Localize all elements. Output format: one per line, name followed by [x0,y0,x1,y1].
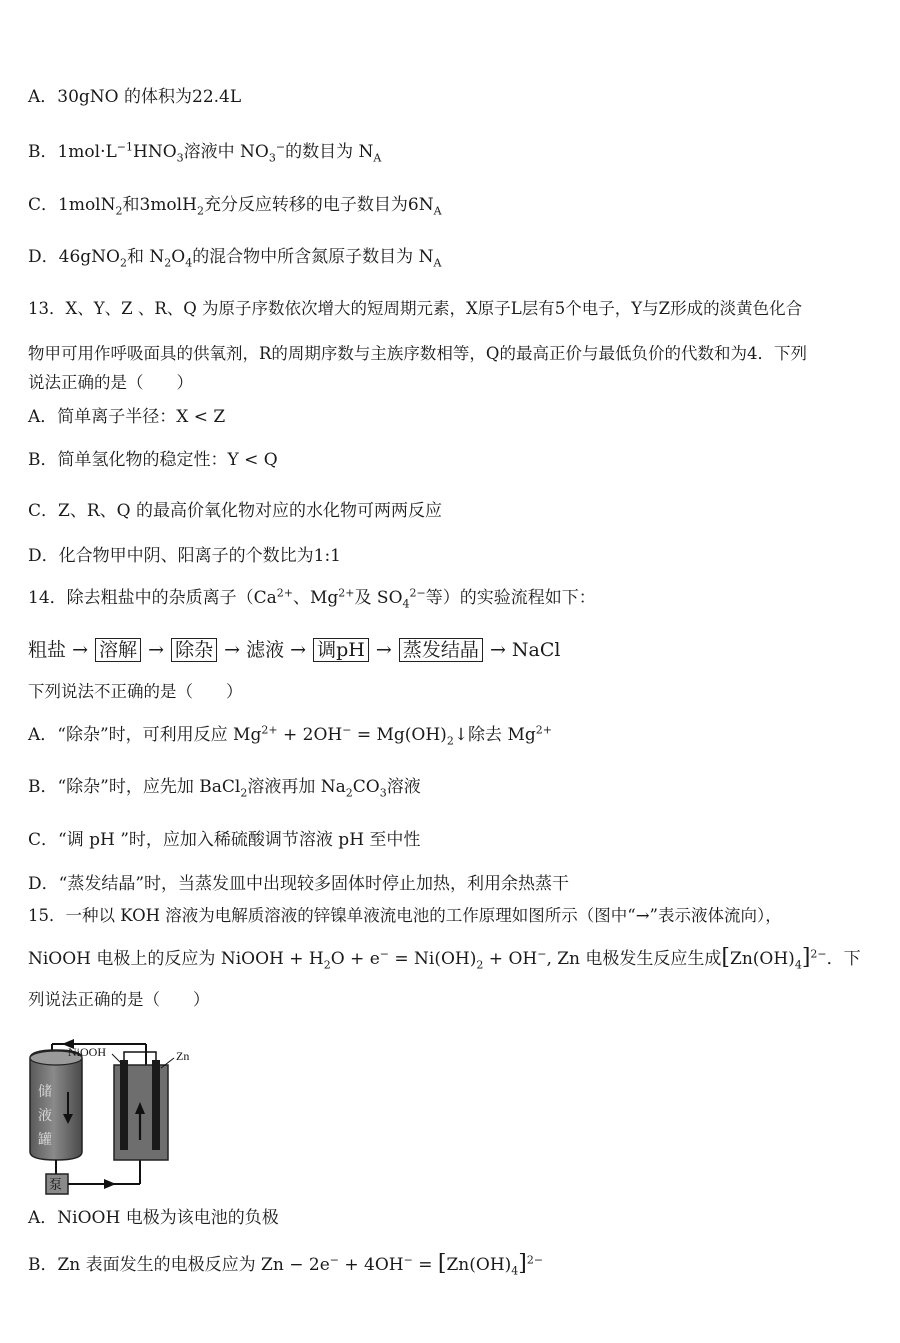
q13-stem-line1: 13．X、Y、Z 、R、Q 为原子序数依次增大的短周期元素，X原子L层有5个电子，Y与Z形成的淡黄色化合 [28,299,803,318]
q14-option-a: A．“除杂”时，可利用反应 $Mg^{2+} + 2OH^-$ = $Mg(OH)_2↓$除去 $Mg^{2+}$ [28,723,552,748]
q13-option-a: A．简单离子半径：X < Z [28,407,226,427]
flow-arrow: → [375,639,392,661]
flow-arrow: → [489,639,506,661]
label-zn: Zn [176,1049,190,1063]
flow-filtrate: 滤液 [246,639,285,661]
q13-stem-line2: 物甲可用作呼吸面具的供氧剂，R的周期序数与主族序数相等，Q的最高正价与最低负价的代数和为4．下列 [28,344,807,363]
flow-arrow: → [290,639,307,661]
q14-stem: 14．除去粗盐中的杂质离子（$Ca^{2+}$、$Mg^{2+}$及 $SO_4^{2-}$等）的实验流程如下： [28,586,596,611]
flow-step-remove-impurities: 除杂 [171,638,217,662]
pump-label: 泵 [49,1178,63,1193]
q15-stem-line1: 15．一种以 KOH 溶液为电解质溶液的锌镍单液流电池的工作原理如图所示（图中“→”表示液体流向）， [28,906,782,925]
q12-option-a: A．30gNO 的体积为22.4L [28,87,242,107]
q13-option-c: C．Z、R、Q 的最高价氧化物对应的水化物可两两反应 [28,501,442,521]
q15-stem-line3: 列说法正确的是（ ） [28,990,210,1009]
flow-step-evaporate: 蒸发结晶 [399,638,483,662]
q15-option-b: B．Zn 表面发生的电极反应为 $Zn - 2e^- + 4OH^- = [Zn(OH)_4]^{2-}$ [28,1251,544,1278]
tank-label-2: 液 [38,1108,52,1124]
flow-step-adjust-ph: 调pH [313,638,369,662]
q14-option-d: D．“蒸发结晶”时，当蒸发皿中出现较多固体时停止加热，利用余热蒸干 [28,874,570,894]
zn-electrode [152,1060,160,1150]
q15-stem-line2: NiOOH 电极上的反应为 NiOOH + $H_2O + e^- = Ni(OH)_2 + OH^-$, Zn 电极发生反应生成$[Zn(OH)_4]^{2-}$．下 [28,945,861,972]
q14-option-c: C．“调 pH ”时，应加入稀硫酸调节溶液 pH 至中性 [28,830,421,850]
flow-end: NaCl [511,639,561,661]
pump [46,1174,68,1194]
q12-option-c: C．1molN$_2$和3molH$_2$充分反应转移的电子数目为$6N_A$ [28,195,442,218]
label-nioh: NiOOH [68,1045,106,1059]
q13-option-d: D．化合物甲中阴、阳离子的个数比为1:1 [28,546,341,566]
q15-option-a: A．NiOOH 电极为该电池的负极 [28,1208,279,1228]
q12-option-d: D．46gNO$_2$和 $N_2O_4$的混合物中所含氮原子数目为 $N_A$ [28,247,442,270]
q14-question: 下列说法不正确的是（ ） [28,682,243,701]
flow-start: 粗盐 [28,639,67,661]
tank-label-1: 储 [38,1084,52,1100]
q12-option-b: B．$1mol\cdot L^{-1}HNO_3$溶液中 $NO_3^-$的数目为 $N_A$ [28,140,382,165]
flow-arrow: → [224,639,241,661]
bottom-pipe-arrow [68,1160,140,1189]
storage-tank [30,1050,82,1160]
flow-step-dissolve: 溶解 [95,638,141,662]
flow-battery-diagram [24,1030,204,1200]
flow-arrow: → [148,639,165,661]
q14-option-b: B．“除杂”时，应先加 BaCl$_2$溶液再加 $Na_2CO_3$溶液 [28,777,421,800]
q13-stem-line3: 说法正确的是（ ） [28,373,193,392]
q13-option-b: B．简单氢化物的稳定性：Y < Q [28,450,278,470]
flow-arrow: → [72,639,88,661]
tank-label-3: 罐 [38,1132,52,1148]
nioh-electrode [120,1060,128,1150]
q14-flowchart [28,638,560,662]
electrolytic-cell [114,1052,168,1160]
